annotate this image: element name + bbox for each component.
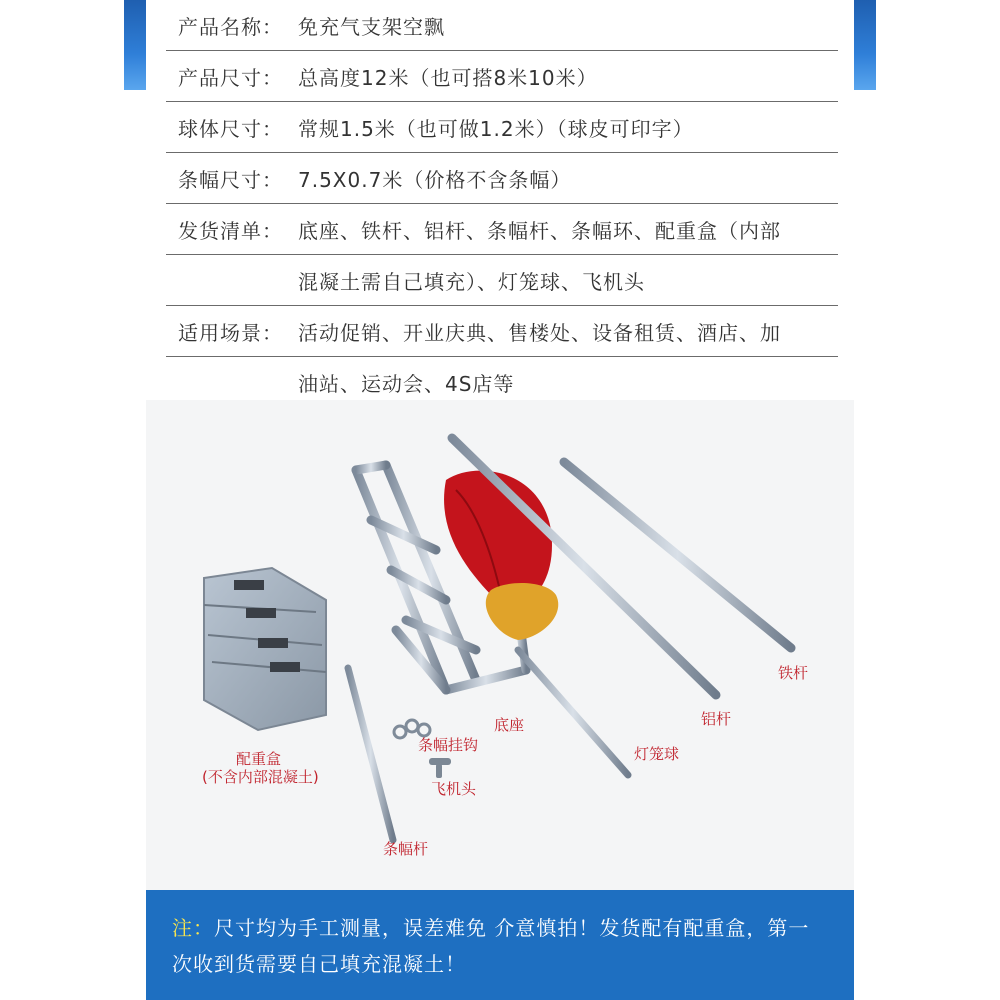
spec-row-ball-size — [166, 102, 838, 153]
label-plane-head: 飞机头 — [431, 780, 477, 798]
spec-label: 发货清单： — [178, 218, 283, 243]
label-aluminum-pole: 铝杆 — [701, 710, 732, 728]
spec-label: 适用场景： — [178, 320, 283, 345]
iron-pole-image — [564, 462, 791, 648]
spec-value: 免充气支架空飘 — [298, 14, 445, 39]
spec-value: 总高度12米（也可搭8米10米） — [298, 65, 598, 90]
note-banner — [146, 890, 854, 1000]
spec-value: 底座、铁杆、铝杆、条幅杆、条幅环、配重盒（内部 — [298, 218, 781, 243]
spec-row-shipping-list-cont — [166, 255, 838, 306]
lantern-pole-image — [518, 650, 628, 775]
spec-row-use-cases — [166, 306, 838, 357]
spec-label: 产品尺寸： — [178, 65, 283, 90]
spec-label: 条幅尺寸： — [178, 167, 283, 192]
note-tag: 注： — [172, 916, 214, 940]
spec-value: 7.5X0.7米（价格不含条幅） — [298, 167, 572, 192]
label-weight-box-note: (不含内部混凝土) — [202, 768, 319, 786]
lantern-ball-image — [444, 471, 558, 640]
plane-head-image — [429, 758, 451, 778]
label-iron-pole: 铁杆 — [778, 664, 809, 682]
blue-frame-left — [124, 0, 146, 90]
label-base: 底座 — [494, 716, 525, 734]
spec-row-banner-size — [166, 153, 838, 204]
spec-row-product-size — [166, 51, 838, 102]
note-text: 尺寸均为手工测量，误差难免 介意慎拍！发货配有配重盒，第一次收到货需要自己填充混凝土！ — [172, 916, 810, 976]
label-banner-pole: 条幅杆 — [383, 840, 429, 858]
label-banner-hook: 条幅挂钩 — [418, 736, 479, 754]
spec-value: 活动促销、开业庆典、售楼处、设备租赁、酒店、加 — [298, 320, 781, 345]
spec-value: 混凝土需自己填充）、灯笼球、飞机头 — [298, 269, 645, 294]
blue-frame-right — [854, 0, 876, 90]
spec-row-shipping-list — [166, 204, 838, 255]
spec-value: 常规1.5米（也可做1.2米）（球皮可印字） — [298, 116, 694, 141]
spec-label: 球体尺寸： — [178, 116, 283, 141]
product-parts-photo — [146, 400, 854, 890]
spec-table — [146, 0, 854, 410]
spec-row-product-name — [166, 0, 838, 51]
weight-box-image — [204, 568, 326, 730]
label-weight-box: 配重盒 — [236, 750, 282, 768]
banner-pole-image — [348, 668, 393, 840]
parts-illustration — [146, 400, 854, 890]
label-lantern-ball: 灯笼球 — [634, 745, 680, 763]
spec-value: 油站、运动会、4S店等 — [298, 371, 515, 396]
spec-label: 产品名称： — [178, 14, 283, 39]
